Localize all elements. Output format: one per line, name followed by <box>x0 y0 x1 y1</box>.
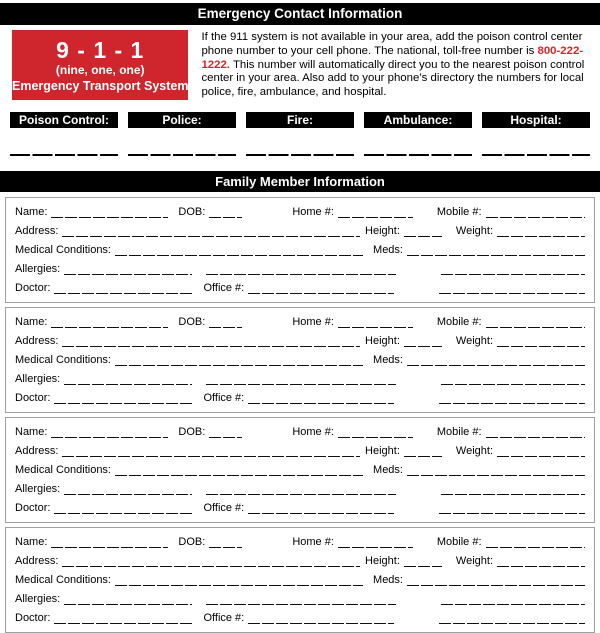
member-row-allergies <box>15 260 585 279</box>
doctor-write-line <box>54 609 192 628</box>
emergency-system-label: Emergency Transport System <box>12 78 189 93</box>
weight-write-line <box>497 332 585 351</box>
contact-label-police <box>128 112 236 128</box>
home-phone-write-line <box>338 423 413 442</box>
home-phone-label: Home #: <box>292 316 334 328</box>
height-label: Height: <box>365 225 400 237</box>
contact-label-poison-control <box>10 112 118 128</box>
doctor-write-line <box>54 279 192 298</box>
address-write-line <box>62 552 360 571</box>
office-phone-write-line <box>248 389 394 408</box>
meds-write-line <box>407 241 585 260</box>
office-phone-write-line <box>248 609 394 628</box>
page <box>0 3 600 633</box>
member-row-medical <box>15 351 585 370</box>
member-row-allergies <box>15 590 585 609</box>
meds-write-line <box>407 571 585 590</box>
weight-write-line <box>497 222 585 241</box>
allergies-write-line-3 <box>441 260 585 279</box>
office-phone-label: Office #: <box>203 392 245 404</box>
member-row-allergies <box>15 480 585 499</box>
instructions-text <box>201 31 600 100</box>
police-write-line <box>128 128 236 156</box>
office-phone-label: Office #: <box>203 612 245 624</box>
member-row-name <box>15 533 585 552</box>
emergency-911-box <box>12 30 188 100</box>
member-row-name <box>15 313 585 332</box>
weight-write-line <box>497 442 585 461</box>
meds-label: Meds: <box>373 354 403 366</box>
meds-label: Meds: <box>373 244 403 256</box>
family-member-block <box>5 527 595 633</box>
name-write-line <box>51 423 168 442</box>
allergies-write-line-3 <box>441 370 585 389</box>
name-label: Name: <box>15 426 48 438</box>
member-row-medical <box>15 571 585 590</box>
weight-label: Weight: <box>455 555 493 567</box>
member-row-doctor <box>15 389 585 408</box>
home-phone-label: Home #: <box>292 426 334 438</box>
dob-write-line <box>209 203 242 222</box>
allergies-label: Allergies: <box>15 483 61 495</box>
home-phone-write-line <box>338 533 413 552</box>
address-label: Address: <box>15 555 59 567</box>
member-row-allergies <box>15 370 585 389</box>
mobile-phone-label: Mobile #: <box>436 426 482 438</box>
name-label: Name: <box>15 536 48 548</box>
mobile-phone-label: Mobile #: <box>436 536 482 548</box>
member-row-name <box>15 203 585 222</box>
member-row-address <box>15 222 585 241</box>
contact-label-text: Police: <box>162 113 202 127</box>
doctor-write-line-3 <box>439 499 585 518</box>
weight-label: Weight: <box>455 225 493 237</box>
contact-label-ambulance <box>364 112 472 128</box>
family-section-header-bar <box>0 171 600 192</box>
height-write-line <box>404 442 442 461</box>
intro-section <box>0 30 600 100</box>
family-member-blocks <box>0 197 600 633</box>
mobile-phone-write-line <box>486 423 585 442</box>
medical-conditions-label: Medical Conditions: <box>15 354 111 366</box>
doctor-write-line-3 <box>439 389 585 408</box>
mobile-phone-write-line <box>486 533 585 552</box>
family-member-block <box>5 417 595 523</box>
address-write-line <box>62 332 360 351</box>
dob-label: DOB: <box>178 206 206 218</box>
allergies-label: Allergies: <box>15 373 61 385</box>
medical-conditions-label: Medical Conditions: <box>15 244 111 256</box>
instructions-after: This number will automatically direct you to the nearest poison control center in your area. Also add to your phone’s directory the numbers for local police, fire, ambulance, and hospital. <box>201 58 585 99</box>
contact-label-text: Fire: <box>286 113 313 127</box>
medical-conditions-write-line <box>115 241 363 260</box>
instructions-before: If the 911 system is not available in your area, add the poison control center phone number to your cell phone. The national, toll-free number is <box>201 31 583 57</box>
emergency-number: 9 - 1 - 1 <box>56 36 145 63</box>
family-member-block <box>5 307 595 413</box>
poison-control-write-line <box>10 128 118 156</box>
contact-label-hospital <box>482 112 590 128</box>
meds-label: Meds: <box>373 464 403 476</box>
hospital-write-line <box>482 128 590 156</box>
dob-label: DOB: <box>178 426 206 438</box>
height-label: Height: <box>365 335 400 347</box>
office-phone-label: Office #: <box>203 502 245 514</box>
poison-control-phone: 800-222-1222. <box>201 44 584 71</box>
office-phone-write-line <box>248 499 394 518</box>
home-phone-label: Home #: <box>292 536 334 548</box>
height-write-line <box>404 552 442 571</box>
emergency-number-words: (nine, one, one) <box>55 62 145 77</box>
medical-conditions-write-line <box>115 461 363 480</box>
mobile-phone-label: Mobile #: <box>436 206 482 218</box>
dob-write-line <box>209 423 242 442</box>
mobile-phone-write-line <box>486 313 585 332</box>
doctor-write-line <box>54 499 192 518</box>
address-write-line <box>62 222 360 241</box>
member-row-name <box>15 423 585 442</box>
allergies-write-line-2 <box>206 590 396 609</box>
home-phone-label: Home #: <box>292 206 334 218</box>
mobile-phone-label: Mobile #: <box>436 316 482 328</box>
doctor-write-line <box>54 389 192 408</box>
doctor-label: Doctor: <box>15 282 51 294</box>
page-title: Emergency Contact Information <box>197 6 403 21</box>
allergies-write-line <box>64 370 192 389</box>
name-write-line <box>51 203 168 222</box>
name-write-line <box>51 313 168 332</box>
doctor-label: Doctor: <box>15 612 51 624</box>
weight-write-line <box>497 552 585 571</box>
member-row-address <box>15 332 585 351</box>
member-row-doctor <box>15 499 585 518</box>
meds-write-line <box>407 351 585 370</box>
doctor-label: Doctor: <box>15 392 51 404</box>
contact-label-text: Hospital: <box>510 113 562 127</box>
allergies-write-line-3 <box>441 590 585 609</box>
allergies-write-line-3 <box>441 480 585 499</box>
allergies-write-line <box>64 260 192 279</box>
member-row-doctor <box>15 609 585 628</box>
member-row-medical <box>15 241 585 260</box>
family-member-block <box>5 197 595 303</box>
contact-label-text: Ambulance: <box>383 113 453 127</box>
allergies-label: Allergies: <box>15 263 61 275</box>
fire-write-line <box>246 128 354 156</box>
meds-label: Meds: <box>373 574 403 586</box>
name-write-line <box>51 533 168 552</box>
contact-label-text: Poison Control: <box>19 113 109 127</box>
address-label: Address: <box>15 335 59 347</box>
home-phone-write-line <box>338 313 413 332</box>
name-label: Name: <box>15 316 48 328</box>
allergies-write-line-2 <box>206 480 396 499</box>
doctor-label: Doctor: <box>15 502 51 514</box>
height-label: Height: <box>365 555 400 567</box>
page-header-bar <box>0 3 600 25</box>
allergies-write-line <box>64 480 192 499</box>
member-row-doctor <box>15 279 585 298</box>
contact-label-fire <box>246 112 354 128</box>
medical-conditions-write-line <box>115 571 363 590</box>
ambulance-write-line <box>364 128 472 156</box>
address-write-line <box>62 442 360 461</box>
allergies-write-line <box>64 590 192 609</box>
dob-write-line <box>209 533 242 552</box>
medical-conditions-write-line <box>115 351 363 370</box>
allergies-write-line-2 <box>206 370 396 389</box>
member-row-address <box>15 442 585 461</box>
office-phone-label: Office #: <box>203 282 245 294</box>
family-section-title: Family Member Information <box>215 174 385 189</box>
doctor-write-line-3 <box>439 279 585 298</box>
contact-write-lines-row <box>10 128 590 156</box>
dob-write-line <box>209 313 242 332</box>
height-write-line <box>404 222 442 241</box>
dob-label: DOB: <box>178 316 206 328</box>
office-phone-write-line <box>248 279 394 298</box>
address-label: Address: <box>15 445 59 457</box>
weight-label: Weight: <box>455 335 493 347</box>
height-write-line <box>404 332 442 351</box>
allergies-write-line-2 <box>206 260 396 279</box>
meds-write-line <box>407 461 585 480</box>
contact-labels-row <box>10 112 590 128</box>
mobile-phone-write-line <box>486 203 585 222</box>
doctor-write-line-3 <box>439 609 585 628</box>
medical-conditions-label: Medical Conditions: <box>15 574 111 586</box>
member-row-address <box>15 552 585 571</box>
name-label: Name: <box>15 206 48 218</box>
height-label: Height: <box>365 445 400 457</box>
address-label: Address: <box>15 225 59 237</box>
weight-label: Weight: <box>455 445 493 457</box>
allergies-label: Allergies: <box>15 593 61 605</box>
medical-conditions-label: Medical Conditions: <box>15 464 111 476</box>
home-phone-write-line <box>338 203 413 222</box>
member-row-medical <box>15 461 585 480</box>
dob-label: DOB: <box>178 536 206 548</box>
